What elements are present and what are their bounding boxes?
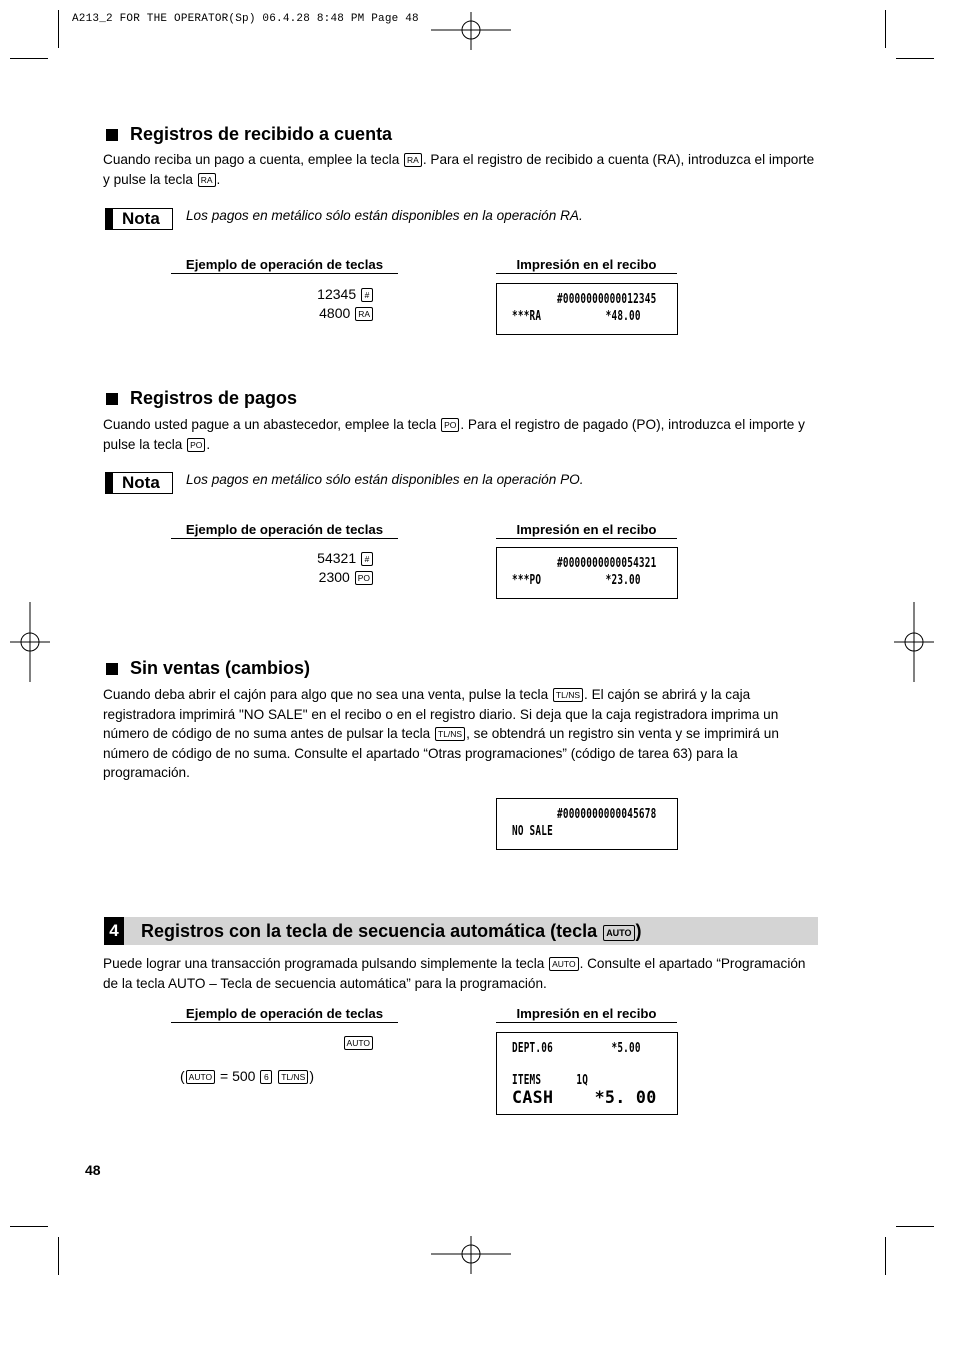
section-title-no-sale: Sin ventas (cambios) <box>106 658 310 679</box>
column-header-keys: Ejemplo de operación de teclas <box>171 522 398 539</box>
square-bullet-icon <box>106 129 118 141</box>
tlns-key-icon: TL/NS <box>278 1070 308 1084</box>
column-header-keys: Ejemplo de operación de teclas <box>171 257 398 274</box>
po-key-icon: PO <box>187 438 205 452</box>
auto-key-icon: AUTO <box>344 1036 373 1050</box>
receipt-line: ***RA *48.00 <box>512 309 641 324</box>
column-header-receipt: Impresión en el recibo <box>496 1006 677 1023</box>
receipt-line: #0000000000012345 <box>557 292 657 307</box>
ra-key-icon: RA <box>404 153 422 167</box>
square-bullet-icon <box>106 663 118 675</box>
ra-key-icon: RA <box>198 173 216 187</box>
column-header-receipt: Impresión en el recibo <box>496 522 677 539</box>
nota-label: Nota <box>105 472 173 494</box>
receipt-line: #0000000000045678 <box>557 807 657 822</box>
paragraph-auto: Puede lograr una transacción programada pulsando simplemente la tecla AUTO . Consulte el apartado “Programación de la tecla AUTO – Tecla de secuencia automática” para la programación. <box>103 956 806 991</box>
receipt-line: DEPT.06 *5.00 <box>512 1041 641 1056</box>
paragraph-no-sale: Cuando deba abrir el cajón para algo que no sea una venta, pulse la tecla TL/NS . El cajón se abrirá y la caja registradora imprimirá "NO SALE" en el recibo o en el registro diario. Si deja que la caja registradora imprima un número de código de no suma antes de pulsar la tecla TL/NS , se obtendrá un registro sin venta y se imprimirá un número de código de no suma. Consulte el apartado “Otras programaciones” (código de tarea 63) para la programación. <box>103 687 779 780</box>
page-number: 48 <box>85 1162 101 1178</box>
section-title-ra: Registros de recibido a cuenta <box>106 124 392 145</box>
receipt-line: #0000000000054321 <box>557 556 657 571</box>
key-sequence-line: 2300 PO <box>200 569 374 585</box>
six-key-icon: 6 <box>260 1070 272 1084</box>
auto-key-icon: AUTO <box>549 957 578 971</box>
registration-mark-bottom <box>431 1234 511 1274</box>
section-number: 4 <box>104 917 124 945</box>
auto-formula: ( AUTO = 500 6 TL/NS ) <box>180 1068 314 1084</box>
nota-label: Nota <box>105 208 173 230</box>
receipt-line: ***PO *23.00 <box>512 573 641 588</box>
tlns-key-icon: TL/NS <box>435 727 465 741</box>
receipt-line: NO SALE <box>512 824 553 839</box>
section-title-po: Registros de pagos <box>106 388 297 409</box>
receipt-printout-auto <box>496 1032 678 1115</box>
paragraph-po: Cuando usted pague a un abastecedor, emplee la tecla PO . Para el registro de pagado (PO), introduzca el importe y pulse la tecla PO . <box>103 417 805 452</box>
key-sequence-line <box>200 1034 374 1050</box>
section-title-auto: Registros con la tecla de secuencia automática (tecla AUTO ) <box>141 921 642 941</box>
paragraph-ra: Cuando reciba un pago a cuenta, emplee la tecla RA . Para el registro de recibido a cuenta (RA), introduzca el importe y pulse la tecla RA . <box>103 152 815 187</box>
registration-mark-top <box>431 12 511 52</box>
tlns-key-icon: TL/NS <box>553 688 583 702</box>
receipt-line: ITEMS 1Q <box>512 1073 589 1088</box>
registration-mark-right <box>894 602 934 682</box>
column-header-receipt: Impresión en el recibo <box>496 257 677 274</box>
auto-key-icon: AUTO <box>186 1070 215 1084</box>
po-key-icon: PO <box>441 418 459 432</box>
key-sequence-line: 12345 # <box>200 286 374 302</box>
auto-key-icon: AUTO <box>603 925 634 941</box>
receipt-printout-po <box>496 547 678 599</box>
column-header-keys: Ejemplo de operación de teclas <box>171 1006 398 1023</box>
po-key-icon: PO <box>355 571 373 585</box>
receipt-line-large: CASH *5. 00 <box>512 1088 657 1108</box>
hash-key-icon: # <box>361 552 373 566</box>
key-sequence-line: 54321 # <box>200 550 374 566</box>
hash-key-icon: # <box>361 288 373 302</box>
key-sequence-line: 4800 RA <box>200 305 374 321</box>
receipt-printout-no-sale <box>496 798 678 850</box>
ra-key-icon: RA <box>355 307 373 321</box>
header-file-info: A213_2 FOR THE OPERATOR(Sp) 06.4.28 8:48 PM Page 48 <box>72 13 419 25</box>
nota-text-po: Los pagos en metálico sólo están disponibles en la operación PO. <box>186 472 584 487</box>
section-banner-auto <box>104 917 818 945</box>
nota-text-ra: Los pagos en metálico sólo están disponibles en la operación RA. <box>186 208 583 223</box>
registration-mark-left <box>10 602 50 682</box>
receipt-printout-ra <box>496 283 678 335</box>
square-bullet-icon <box>106 393 118 405</box>
